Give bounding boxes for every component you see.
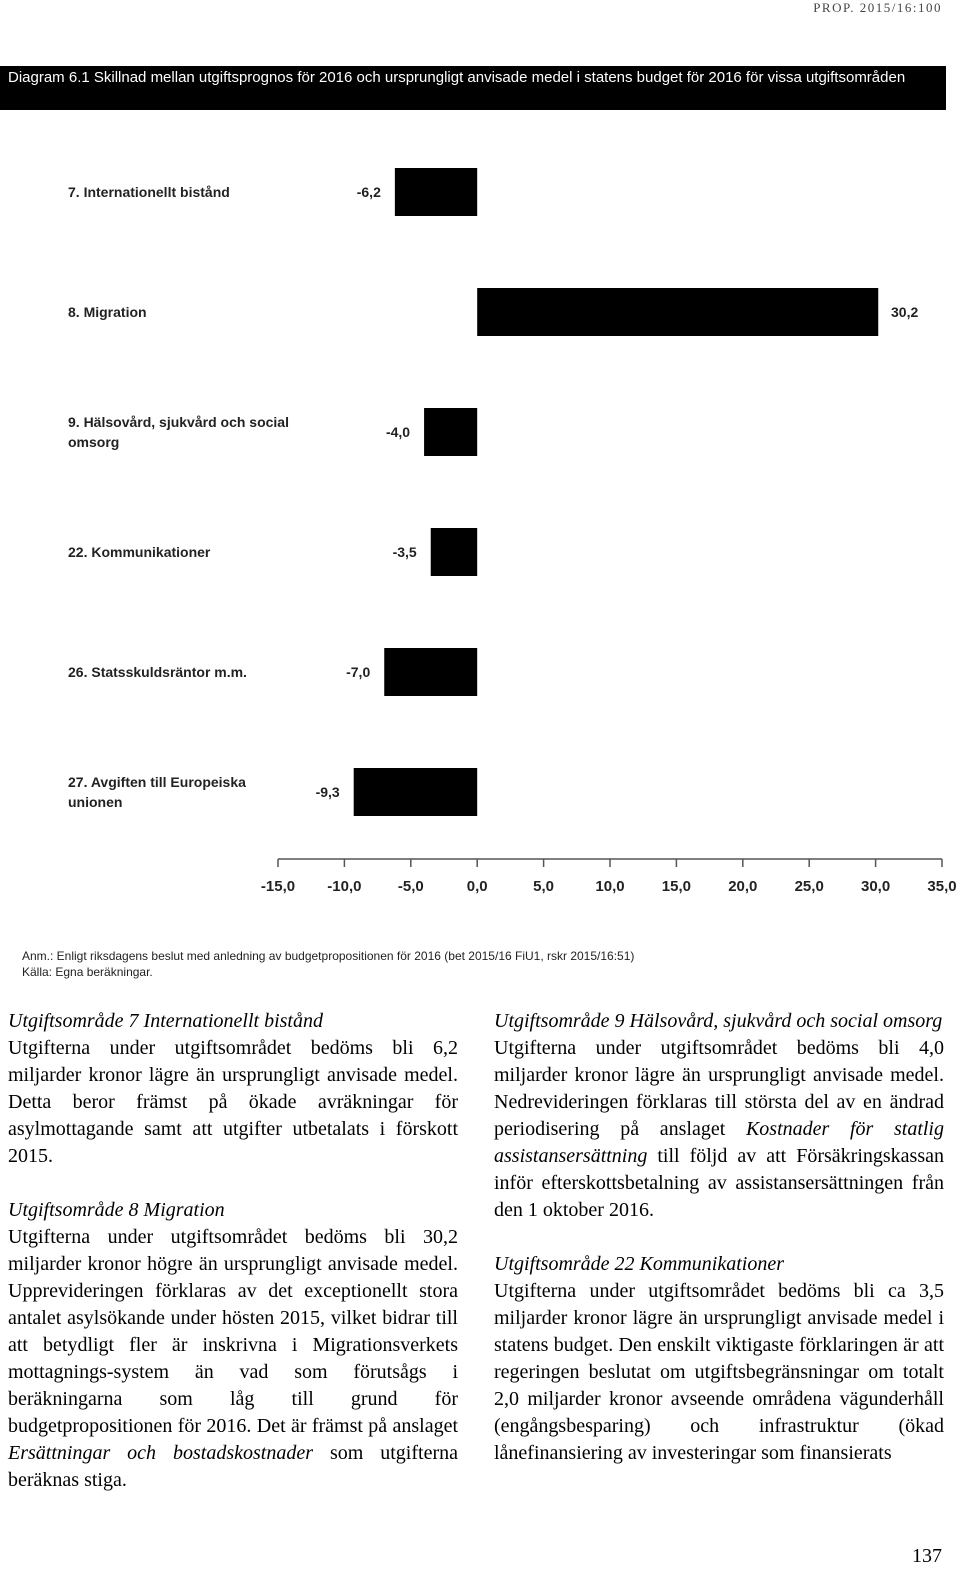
chart-source: Källa: Egna beräkningar.: [22, 965, 153, 979]
bar: [384, 648, 477, 696]
x-tick-label: 15,0: [661, 878, 692, 895]
data-label: -9,3: [315, 784, 340, 800]
section-heading: Utgiftsområde 9 Hälsovård, sjukvård och social omsorg: [494, 1010, 943, 1032]
x-tick-label: 30,0: [860, 878, 891, 895]
category-label: 26. Statsskuldsräntor m.m.: [68, 664, 247, 680]
section-body: Utgifterna under utgiftsområdet bedöms bli 4,0 miljarder kronor lägre än ursprungligt anvisade medel. Nedrevideringen förklaras till största del av en ändrad periodisering på anslaget Kostnader för statlig assistansersättning till följd av att Försäkringskassan inför efterskottsbetalning av assistansersättningen från den 1 oktober 2016.: [494, 1037, 944, 1221]
x-tick-label: -5,0: [397, 878, 424, 895]
section-heading: Utgiftsområde 22 Kommunikationer: [494, 1253, 784, 1275]
category-label: 9. Hälsovård, sjukvård och social omsorg: [68, 414, 289, 450]
section-uo22: [494, 1251, 944, 1467]
chart-note-anm: Anm.: Enligt riksdagens beslut med anledning av budgetpropositionen för 2016 (bet 2015/16 FiU1, rskr 2015/16:51): [22, 949, 635, 963]
diagram-title: Diagram 6.1 Skillnad mellan utgiftsprognos för 2016 och ursprungligt anvisade medel i statens budget för 2016 för vissa utgiftsområden: [0, 66, 946, 110]
section-body: Utgifterna under utgiftsområdet bedöms bli ca 3,5 miljarder kronor lägre än ursprungligt anvisade medel i statens budget. Den enskilt viktigaste förklaringen är att regeringen beslutat om utgiftsbegränsningar om totalt 2,0 miljarder kronor avseende områdena vägunderhåll (engångsbesparing) och infrastruktur (ökad lånefinansiering av investeringar som finansierats: [494, 1280, 944, 1464]
x-tick-label: 0,0: [466, 878, 488, 895]
category-label: 27. Avgiften till Europeiska unionen: [68, 774, 246, 810]
section-body: Utgifterna under utgiftsområdet bedöms bli 30,2 miljarder kronor högre än ursprungligt anvisade medel. Upprevideringen förklaras av det exceptionellt stora antalet asylsökande under hösten 2015, vilket bidrar till att betydligt fler är inskrivna i Migrationsverkets mottagnings-system än vad som förutsågs i beräkningarna som låg till grund för budgetpropositionen för 2016. Det är främst på anslaget Ersättningar och bostadskostnader som utgifterna beräknas stiga.: [8, 1226, 458, 1491]
x-tick-label: 25,0: [794, 878, 824, 895]
section-heading: Utgiftsområde 8 Migration: [8, 1199, 225, 1221]
text-column-left: [8, 1008, 458, 1521]
data-label: -4,0: [385, 424, 411, 440]
x-tick-label: 20,0: [728, 878, 758, 895]
section-body: Utgifterna under utgiftsområdet bedöms bli 6,2 miljarder kronor lägre än ursprungligt anvisade medel. Detta beror främst på ökade avräkningar för asylmottagande samt att utgifter utbetalats i förskott 2015.: [8, 1037, 458, 1167]
x-tick-label: 5,0: [533, 878, 555, 895]
section-uo7: [8, 1008, 458, 1170]
page-number: 137: [912, 1545, 942, 1567]
bar: [477, 288, 878, 336]
text-column-right: [494, 1008, 944, 1494]
category-label: 8. Migration: [68, 304, 147, 320]
x-tick-label: 10,0: [595, 878, 625, 895]
bar: [424, 408, 477, 456]
x-tick-label: -15,0: [260, 878, 296, 895]
bar-chart: [0, 112, 960, 912]
bar: [354, 768, 478, 816]
bar: [395, 168, 477, 216]
x-tick-label: -10,0: [327, 878, 362, 895]
data-label: 30,2: [891, 304, 919, 320]
section-uo8: [8, 1197, 458, 1494]
category-label: 22. Kommunikationer: [68, 544, 211, 560]
document-header: PROP. 2015/16:100: [813, 0, 942, 15]
section-uo9: [494, 1008, 944, 1224]
category-label: 7. Internationellt bistånd: [68, 184, 230, 200]
chart-notes: [22, 948, 922, 980]
x-tick-label: 35,0: [927, 878, 957, 895]
data-label: -3,5: [392, 544, 417, 560]
data-label: -6,2: [356, 184, 381, 200]
data-label: -7,0: [346, 664, 371, 680]
bar: [431, 528, 477, 576]
section-heading: Utgiftsområde 7 Internationellt bistånd: [8, 1010, 323, 1032]
